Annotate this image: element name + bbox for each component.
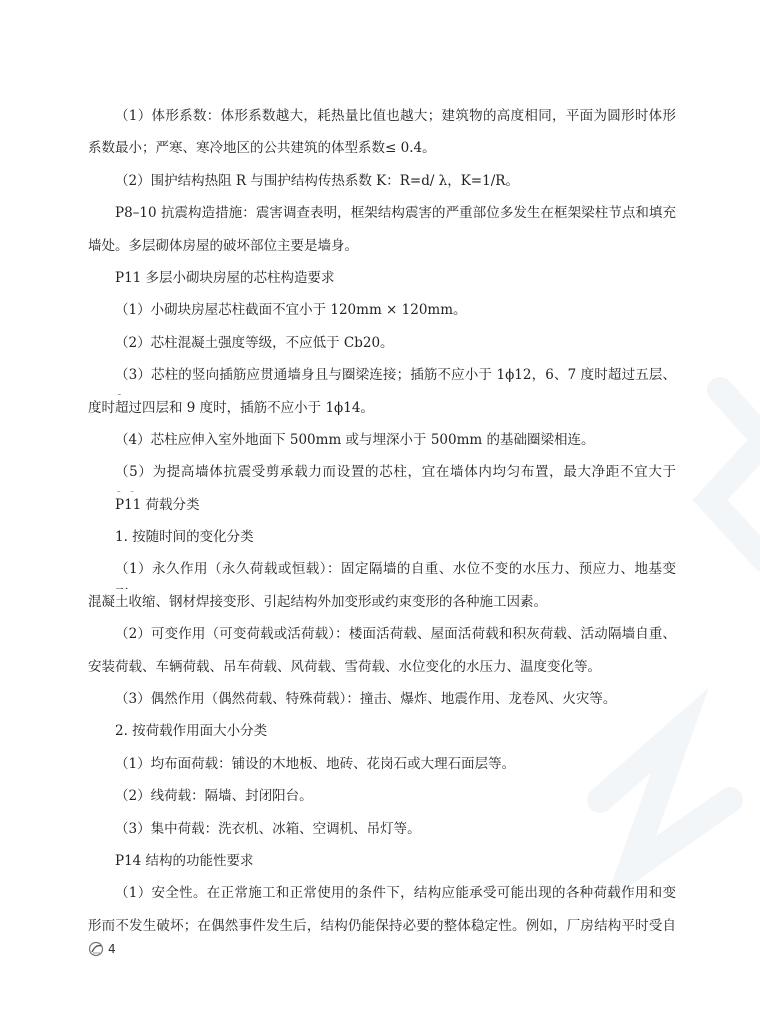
text-line: P8–10 抗震构造措施：震害调查表明，框架结构震害的严重部位多发生在框架梁柱节点和填充 [115, 205, 676, 222]
text-line: P11 多层小砌块房屋的芯柱构造要求 [115, 269, 335, 286]
text-line: 安装荷载、车辆荷载、吊车荷载、风荷载、雪荷载、水位变化的水压力、温度变化等。 [88, 658, 601, 675]
text-line: （2）芯柱混凝土强度等级，不应低于 Cb20。 [115, 334, 394, 351]
text-line: 形而不发生破坏；在偶然事件发生后，结构仍能保持必要的整体稳定性。例如，厂房结构平时受自 [88, 917, 676, 934]
text-line: P11 荷载分类 [115, 496, 200, 513]
document-body [88, 103, 676, 945]
text-line: （3）芯柱的竖向插筋应贯通墙身且与圈梁连接；插筋不应小于 1ϕ12，6、7 度时超过五层、 [115, 367, 676, 384]
text-line: 系数最小；严寒、寒冷地区的公共建筑的体型系数≤ 0.4。 [88, 140, 436, 157]
text-line: （1）永久作用（永久荷载或恒载）：固定隔墙的自重、水位不变的水压力、预应力、地基变 [115, 561, 676, 578]
text-line: （5）为提高墙体抗震受剪承载力而设置的芯柱，宜在墙体内均匀布置，最大净距不宜大于 [115, 464, 676, 481]
publisher-logo-icon [88, 941, 104, 957]
text-line: （4）芯柱应伸入室外地面下 500mm 或与埋深小于 500mm 的基础圈梁相连。 [115, 431, 595, 448]
text-line: （3）集中荷载：洗衣机、冰箱、空调机、吊灯等。 [115, 820, 421, 837]
text-line: （3）偶然作用（偶然荷载、特殊荷载）：撞击、爆炸、地震作用、龙卷风、火灾等。 [115, 691, 617, 708]
text-line: 混凝土收缩、钢材焊接变形、引起结构外加变形或约束变形的各种施工因素。 [88, 593, 547, 610]
text-line: 2. 按荷载作用面大小分类 [115, 723, 268, 740]
text-line: 1. 按随时间的变化分类 [115, 529, 254, 546]
text-line: 度时超过四层和 9 度时，插筋不应小于 1ϕ14。 [88, 399, 374, 416]
text-line: （1）小砌块房屋芯柱截面不宜小于 120mm × 120mm。 [115, 302, 467, 319]
text-line: 墙处。多层砌体房屋的破坏部位主要是墙身。 [88, 237, 358, 254]
page-number: 4 [108, 942, 116, 956]
text-line: P14 结构的功能性要求 [115, 852, 254, 869]
page-footer [88, 938, 116, 960]
text-line: （2）可变作用（可变荷载或活荷载）：楼面活荷载、屋面活荷载和积灰荷载、活动隔墙自重、 [115, 626, 676, 643]
text-line: （2）线荷载：隔墙、封闭阳台。 [115, 788, 313, 805]
text-line: （2）围护结构热阻 R 与围护结构传热系数 K：R=d/ λ，K=1/R。 [115, 172, 519, 189]
text-line: （1）体形系数：体形系数越大，耗热量比值也越大；建筑物的高度相同，平面为圆形时体形 [115, 108, 676, 124]
text-line: （1）均布面荷载：铺设的木地板、地砖、花岗石或大理石面层等。 [115, 755, 516, 772]
text-line: （1）安全性。在正常施工和正常使用的条件下，结构应能承受可能出现的各种荷载作用和变 [115, 885, 676, 902]
